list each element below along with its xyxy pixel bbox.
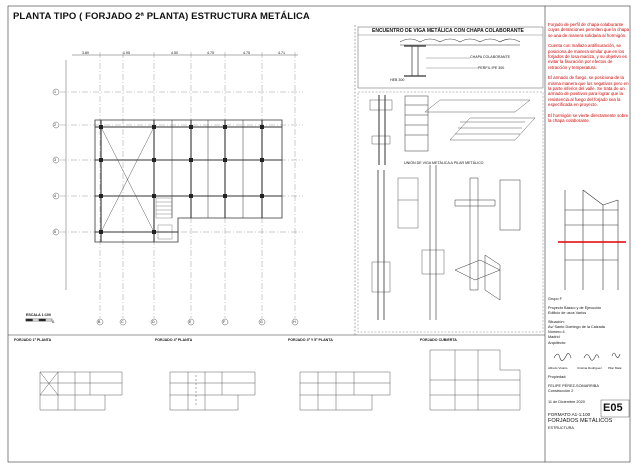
tb-group: Grupo F bbox=[548, 297, 562, 301]
tb-location-label: Situación: bbox=[548, 320, 565, 324]
signatures bbox=[554, 353, 620, 361]
tb-course: Construcción 2 bbox=[548, 389, 574, 393]
tb-date: 11 de Diciembre 2020 bbox=[548, 400, 585, 404]
axis-label-d: D bbox=[152, 320, 155, 324]
dim-top-1: 3.80 bbox=[82, 51, 89, 55]
tb-address-1: Av/ Santo Domingo de la Calzada bbox=[548, 325, 605, 329]
dim-top-3: 4.50 bbox=[171, 51, 178, 55]
axis-label-b: B bbox=[98, 320, 101, 324]
note-1: Forjado de perfil de chapa colaborante cuyas dentaciones permiten que la chapa se una de manera solidaria al hormigón. bbox=[548, 22, 630, 38]
main-plan bbox=[53, 52, 303, 325]
row-label-4: 4 bbox=[54, 194, 56, 198]
scale-bar bbox=[26, 319, 52, 321]
row-label-2: 2 bbox=[54, 123, 56, 127]
small-plan-3 bbox=[300, 372, 390, 410]
small-plan-2-label: FORJADO 4ª PLANTA bbox=[155, 338, 193, 342]
tb-drawing: FORJADOS METÁLICOS bbox=[548, 418, 613, 424]
dim-top-5: 4.75 bbox=[243, 51, 250, 55]
axis-label-c: C bbox=[121, 320, 124, 324]
axis-label-e: E bbox=[189, 320, 192, 324]
tb-owner-label: Propiedad: bbox=[548, 375, 567, 379]
detail-beam-deck bbox=[358, 27, 543, 88]
notes-panel bbox=[548, 22, 630, 129]
axis-label-f: F bbox=[223, 320, 226, 324]
detail-connections bbox=[358, 92, 543, 332]
detail-label-chapa: CHAPA COLABORANTE bbox=[470, 55, 511, 59]
detail-connection-title: UNIÓN DE VIGA METÁLICA A PILAR METÁLICO bbox=[404, 161, 484, 165]
axis-label-h: H bbox=[293, 320, 296, 324]
row-label-5: 5 bbox=[54, 230, 56, 234]
dim-top-6: 4.71 bbox=[278, 51, 285, 55]
detail-label-heb: HEB 300 bbox=[390, 78, 405, 82]
tb-city: Madrid bbox=[548, 335, 560, 339]
small-plan-2 bbox=[170, 372, 255, 410]
tb-project: Proyecto Básico y de Ejecución bbox=[548, 306, 602, 310]
small-plan-1 bbox=[40, 372, 122, 410]
row-label-3: 3 bbox=[54, 158, 56, 162]
sheet-title: PLANTA TIPO ( FORJADO 2ª PLANTA) ESTRUCTURA METÁLICA bbox=[13, 11, 310, 22]
frame-sketch bbox=[558, 190, 626, 290]
small-plan-4 bbox=[430, 350, 520, 410]
note-3: El armado de fuego, se posiciona de la misma manera que los negativos pero en la parte inferior del valle. Se trata de un armado de positivos para lograr que la resistencia al fuego del forjado sea la especificada en proyecto. bbox=[548, 75, 629, 108]
scale-label: ESCALA 1:100 bbox=[26, 313, 51, 317]
detail-beam-title: ENCUENTRO DE VIGA METÁLICA CON CHAPA COLABORANTE bbox=[372, 28, 524, 34]
row-label-1: 1 bbox=[54, 90, 56, 94]
tb-address-2: Número 4 bbox=[548, 330, 565, 334]
small-plan-4-label: FORJADO CUBIERTA bbox=[420, 338, 457, 342]
tb-sheet-number: E05 bbox=[603, 402, 623, 414]
tb-category: ESTRUCTURA bbox=[548, 426, 574, 430]
dim-top-4: 4.75 bbox=[207, 51, 214, 55]
note-4: El hormigón se vierte directamente sobre la chapa colaborante. bbox=[548, 112, 629, 124]
dim-top-2: 1.95 bbox=[123, 51, 130, 55]
tb-signer-2: Cristina Rodríguez bbox=[577, 366, 602, 370]
axis-label-g: G bbox=[260, 320, 263, 324]
tb-building: Edificio de usos Varios bbox=[548, 311, 587, 315]
axis-label-a: A bbox=[52, 320, 55, 324]
note-2: Cuenta con mallazo antifisuración, se posiciona de manera similar que en los forjados de losa maciza, y su objetivo es evitar la fisuración por efectos de retracción y temperatura. bbox=[548, 43, 627, 70]
tb-architects-label: Arquitecto: bbox=[548, 341, 567, 345]
tb-author: FELIPE PÉREZ-SOMARRIBA bbox=[548, 384, 599, 388]
tb-signer-1: Alfredo Vicario bbox=[548, 366, 568, 370]
detail-label-ipe: PERFIL IPE 300 bbox=[478, 66, 505, 70]
tb-signer-3: Pilar Maté bbox=[608, 366, 622, 370]
small-plan-3-label: FORJADO 3ª Y 5ª PLANTA bbox=[288, 338, 333, 342]
tb-format: FORMATO A1-1:100 bbox=[548, 412, 591, 417]
small-plan-1-label: FORJADO 1ª PLANTA bbox=[14, 338, 52, 342]
